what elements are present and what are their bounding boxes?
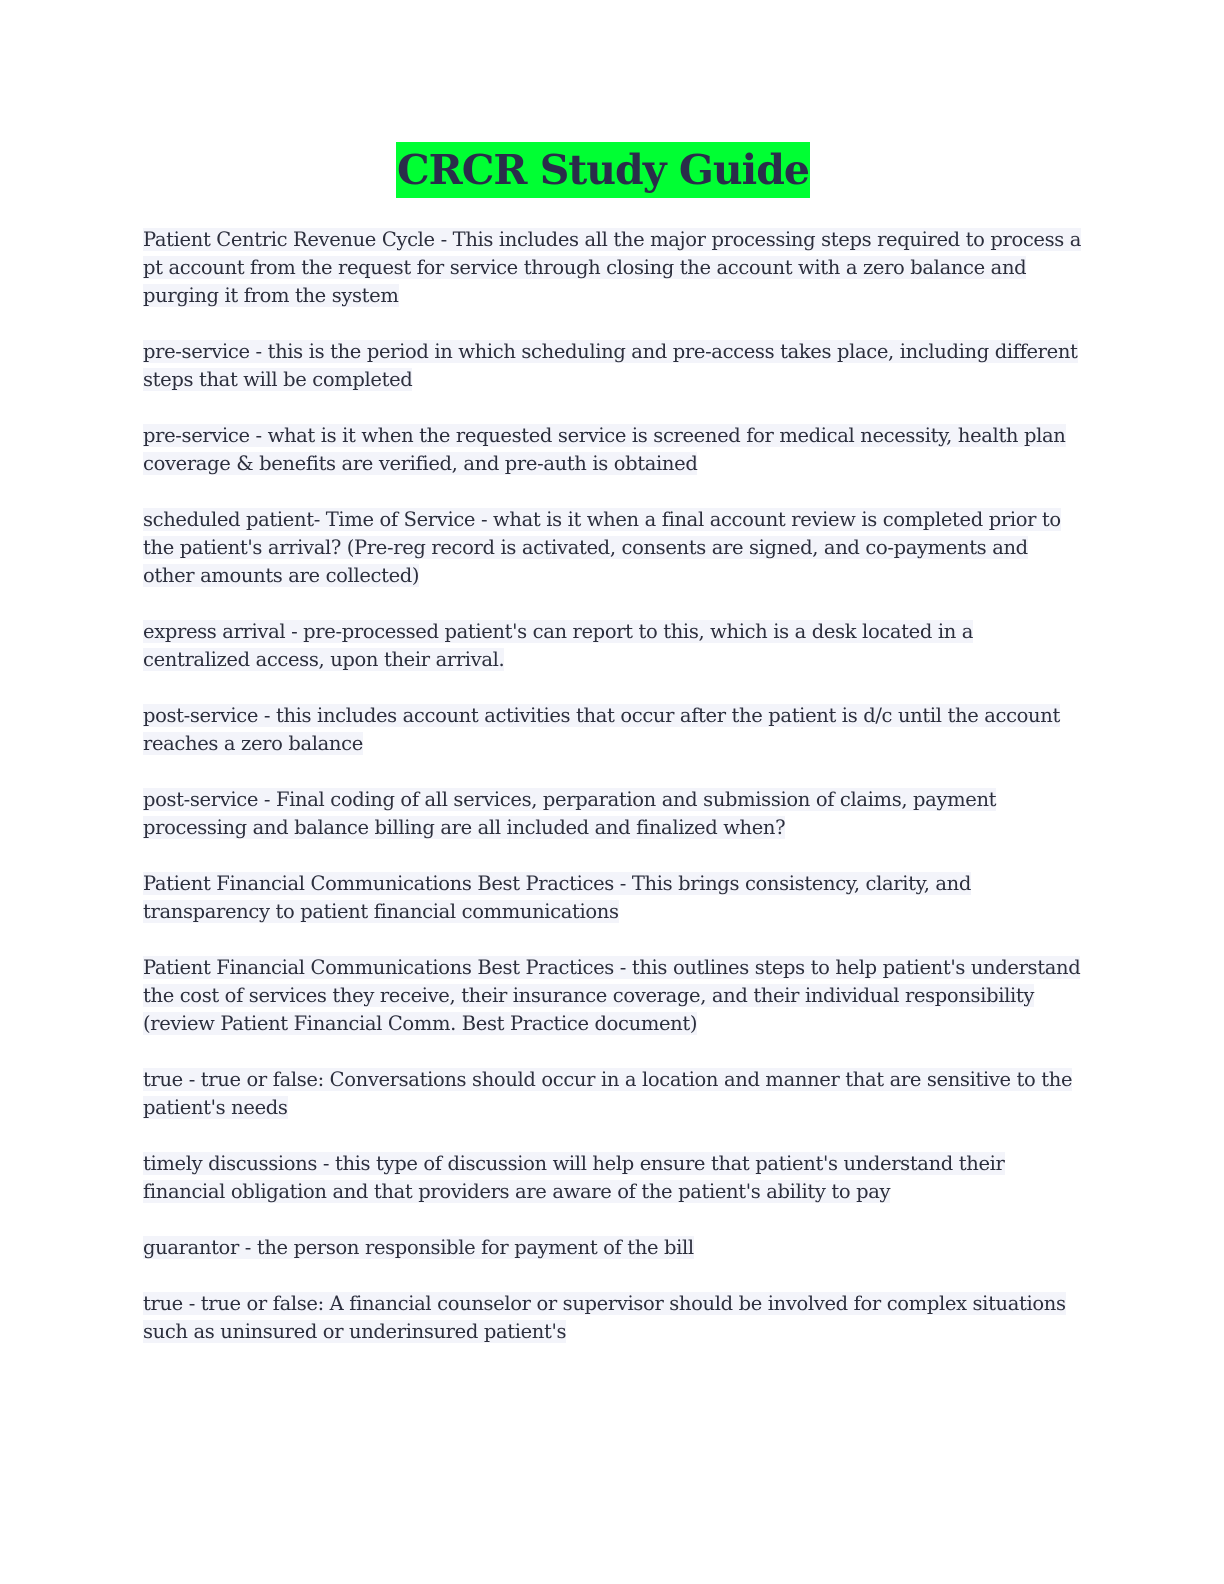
study-entry	[143, 226, 1083, 310]
entry-text: true - true or false: Conversations should occur in a location and manner that are sensitive to the patient's needs	[143, 1068, 1073, 1119]
entry-text: pre-service - this is the period in which scheduling and pre-access takes place, including different steps that will be completed	[143, 340, 1078, 391]
entry-text: Patient Centric Revenue Cycle - This includes all the major processing steps required to process a pt account from the request for service through closing the account with a zero balance and purging it from the system	[143, 228, 1082, 307]
study-entry	[143, 618, 1083, 674]
page-title: CRCR Study Guide	[396, 142, 810, 198]
study-entry	[143, 338, 1083, 394]
entry-text: post-service - this includes account activities that occur after the patient is d/c until the account reaches a zero balance	[143, 704, 1060, 755]
study-entry	[143, 1150, 1083, 1206]
study-entry	[143, 702, 1083, 758]
study-entry	[143, 506, 1083, 590]
study-entry	[143, 870, 1083, 926]
entry-text: express arrival - pre-processed patient's can report to this, which is a desk located in a centralized access, upon their arrival.	[143, 620, 974, 671]
entry-text: post-service - Final coding of all services, perparation and submission of claims, payment processing and balance billing are all included and finalized when?	[143, 788, 997, 839]
study-entry	[143, 1066, 1083, 1122]
entry-text: scheduled patient- Time of Service - what is it when a final account review is completed prior to the patient's arrival? (Pre-reg record is activated, consents are signed, and co-payments and other amounts are collected)	[143, 508, 1061, 587]
study-entry	[143, 1234, 1083, 1262]
study-entry	[143, 1290, 1083, 1346]
entry-text: guarantor - the person responsible for payment of the bill	[143, 1236, 694, 1259]
entry-text: Patient Financial Communications Best Practices - This brings consistency, clarity, and transparency to patient financial communications	[143, 872, 972, 923]
entry-text: timely discussions - this type of discussion will help ensure that patient's understand their financial obligation and that providers are aware of the patient's ability to pay	[143, 1152, 1005, 1203]
study-entry	[143, 786, 1083, 842]
entry-text: Patient Financial Communications Best Practices - this outlines steps to help patient's understand the cost of services they receive, their insurance coverage, and their individual responsibility (review Patient Financial Comm. Best Practice document)	[143, 956, 1081, 1035]
entry-text: true - true or false: A financial counselor or supervisor should be involved for complex situations such as uninsured or underinsured patient's	[143, 1292, 1066, 1343]
study-entry	[143, 422, 1083, 478]
title-wrapper	[143, 142, 1063, 198]
entry-list	[143, 226, 1083, 1374]
study-entry	[143, 954, 1083, 1038]
entry-text: pre-service - what is it when the requested service is screened for medical necessity, health plan coverage & benefits are verified, and pre-auth is obtained	[143, 424, 1066, 475]
